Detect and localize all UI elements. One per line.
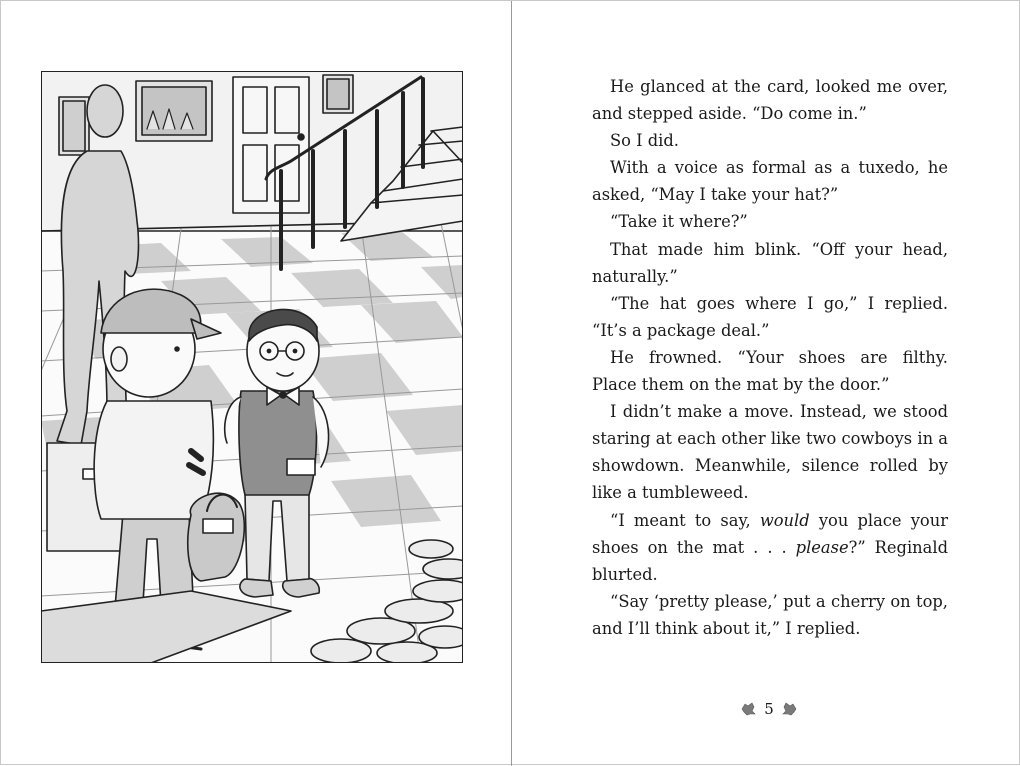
paragraph-text: “I meant to say,: [610, 510, 760, 530]
paragraph-text: “The hat goes where I go,” I replied. “It’s a package deal.”: [592, 293, 948, 340]
paragraph: [592, 344, 948, 398]
paragraph: [592, 507, 948, 588]
paragraph: [592, 398, 948, 506]
paragraph-text: That made him blink. “Off your head, naturally.”: [592, 239, 948, 286]
paragraph-text: He glanced at the card, looked me over, and stepped aside. “Do come in.”: [592, 77, 948, 124]
paragraph: [592, 154, 948, 208]
paragraph: [592, 290, 948, 344]
paragraph: [592, 236, 948, 290]
wall-painting-left: [59, 97, 89, 155]
paragraph-text: With a voice as formal as a tuxedo, he asked, “May I take your hat?”: [592, 158, 948, 205]
illustration-foyer-scene: [41, 71, 463, 663]
door: [233, 77, 309, 213]
wall-painting-right: [323, 75, 353, 113]
emphasis-text: would: [759, 510, 810, 530]
wall-painting-center: [136, 81, 212, 141]
paragraph-text: ?” Reginald blurted.: [592, 537, 949, 584]
paragraph-text: “Say ‘pretty please,’ put a cherry on top, and I’ll think about it,” I replied.: [592, 591, 948, 638]
paragraph: [592, 588, 948, 642]
paragraph: [592, 208, 948, 235]
left-ornament-icon: [741, 702, 756, 716]
page-number: 5: [764, 700, 774, 718]
right-ornament-icon: [782, 702, 797, 716]
paragraph-text: you place your shoes on the mat . . .: [592, 510, 948, 557]
paragraph-text: He frowned. “Your shoes are filthy. Place them on the mat by the door.”: [592, 347, 948, 395]
story-text: [592, 73, 948, 642]
paragraph-text: “Take it where?”: [610, 212, 748, 232]
paragraph-text: I didn’t make a move. Instead, we stood staring at each other like two cowboys in a showdown. Meanwhile, silence rolled by like a tumbleweed.: [592, 402, 948, 503]
paragraph: [592, 127, 948, 154]
paragraph: [592, 73, 948, 127]
paragraph-text: So I did.: [610, 131, 679, 151]
page-footer: [738, 698, 800, 720]
spine-gutter: [511, 1, 512, 766]
emphasis-text: please: [795, 537, 849, 557]
